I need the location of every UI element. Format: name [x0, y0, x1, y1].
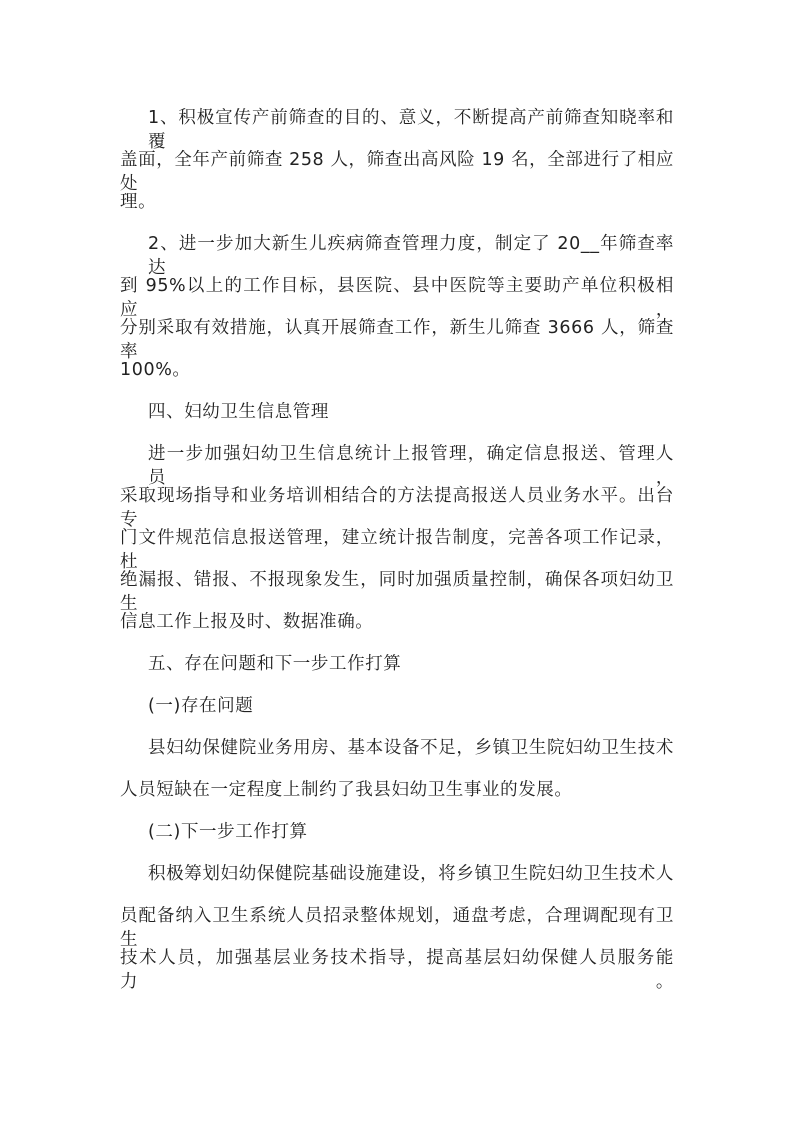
text-line: 采取现场指导和业务培训相结合的方法提高报送人员业务水平。出台专 — [120, 486, 674, 530]
text-line: 100%。 — [120, 360, 191, 380]
text-line: 盖面，全年产前筛查 258 人，筛查出高风险 19 名，全部进行了相应处 — [120, 150, 674, 194]
text-line: 到 95%以上的工作目标，县医院、县中医院等主要助产单位积极相应， — [120, 276, 674, 320]
text-line: 分别采取有效措施，认真开展筛查工作，新生儿筛查 3666 人，筛查率 — [120, 318, 674, 362]
subsection-heading: (二)下一步工作打算 — [148, 822, 308, 842]
text-line: 信息工作上报及时、数据准确。 — [120, 612, 374, 632]
subsection-heading: (一)存在问题 — [148, 696, 254, 716]
section-heading: 五、存在问题和下一步工作打算 — [148, 654, 402, 674]
text-line: 技术人员，加强基层业务技术指导，提高基层妇幼保健人员服务能力。 — [120, 948, 674, 992]
text-line: 2、进一步加大新生儿疾病筛查管理力度，制定了 20__年筛查率达 — [148, 234, 674, 278]
text-line: 门文件规范信息报送管理，建立统计报告制度，完善各项工作记录，杜 — [120, 528, 674, 572]
text-line: 县妇幼保健院业务用房、基本设备不足，乡镇卫生院妇幼卫生技术 — [148, 738, 674, 758]
text-line: 人员短缺在一定程度上制约了我县妇幼卫生事业的发展。 — [120, 780, 573, 800]
text-line: 进一步加强妇幼卫生信息统计上报管理，确定信息报送、管理人员， — [148, 444, 674, 488]
text-line: 1、积极宣传产前筛查的目的、意义，不断提高产前筛查知晓率和覆 — [148, 108, 674, 152]
text-line: 绝漏报、错报、不报现象发生，同时加强质量控制，确保各项妇幼卫生 — [120, 570, 674, 614]
text-line: 员配备纳入卫生系统人员招录整体规划，通盘考虑，合理调配现有卫生 — [120, 906, 674, 950]
text-line: 理。 — [120, 192, 157, 212]
text-line: 积极筹划妇幼保健院基础设施建设，将乡镇卫生院妇幼卫生技术人 — [148, 864, 674, 884]
section-heading: 四、妇幼卫生信息管理 — [148, 402, 329, 422]
